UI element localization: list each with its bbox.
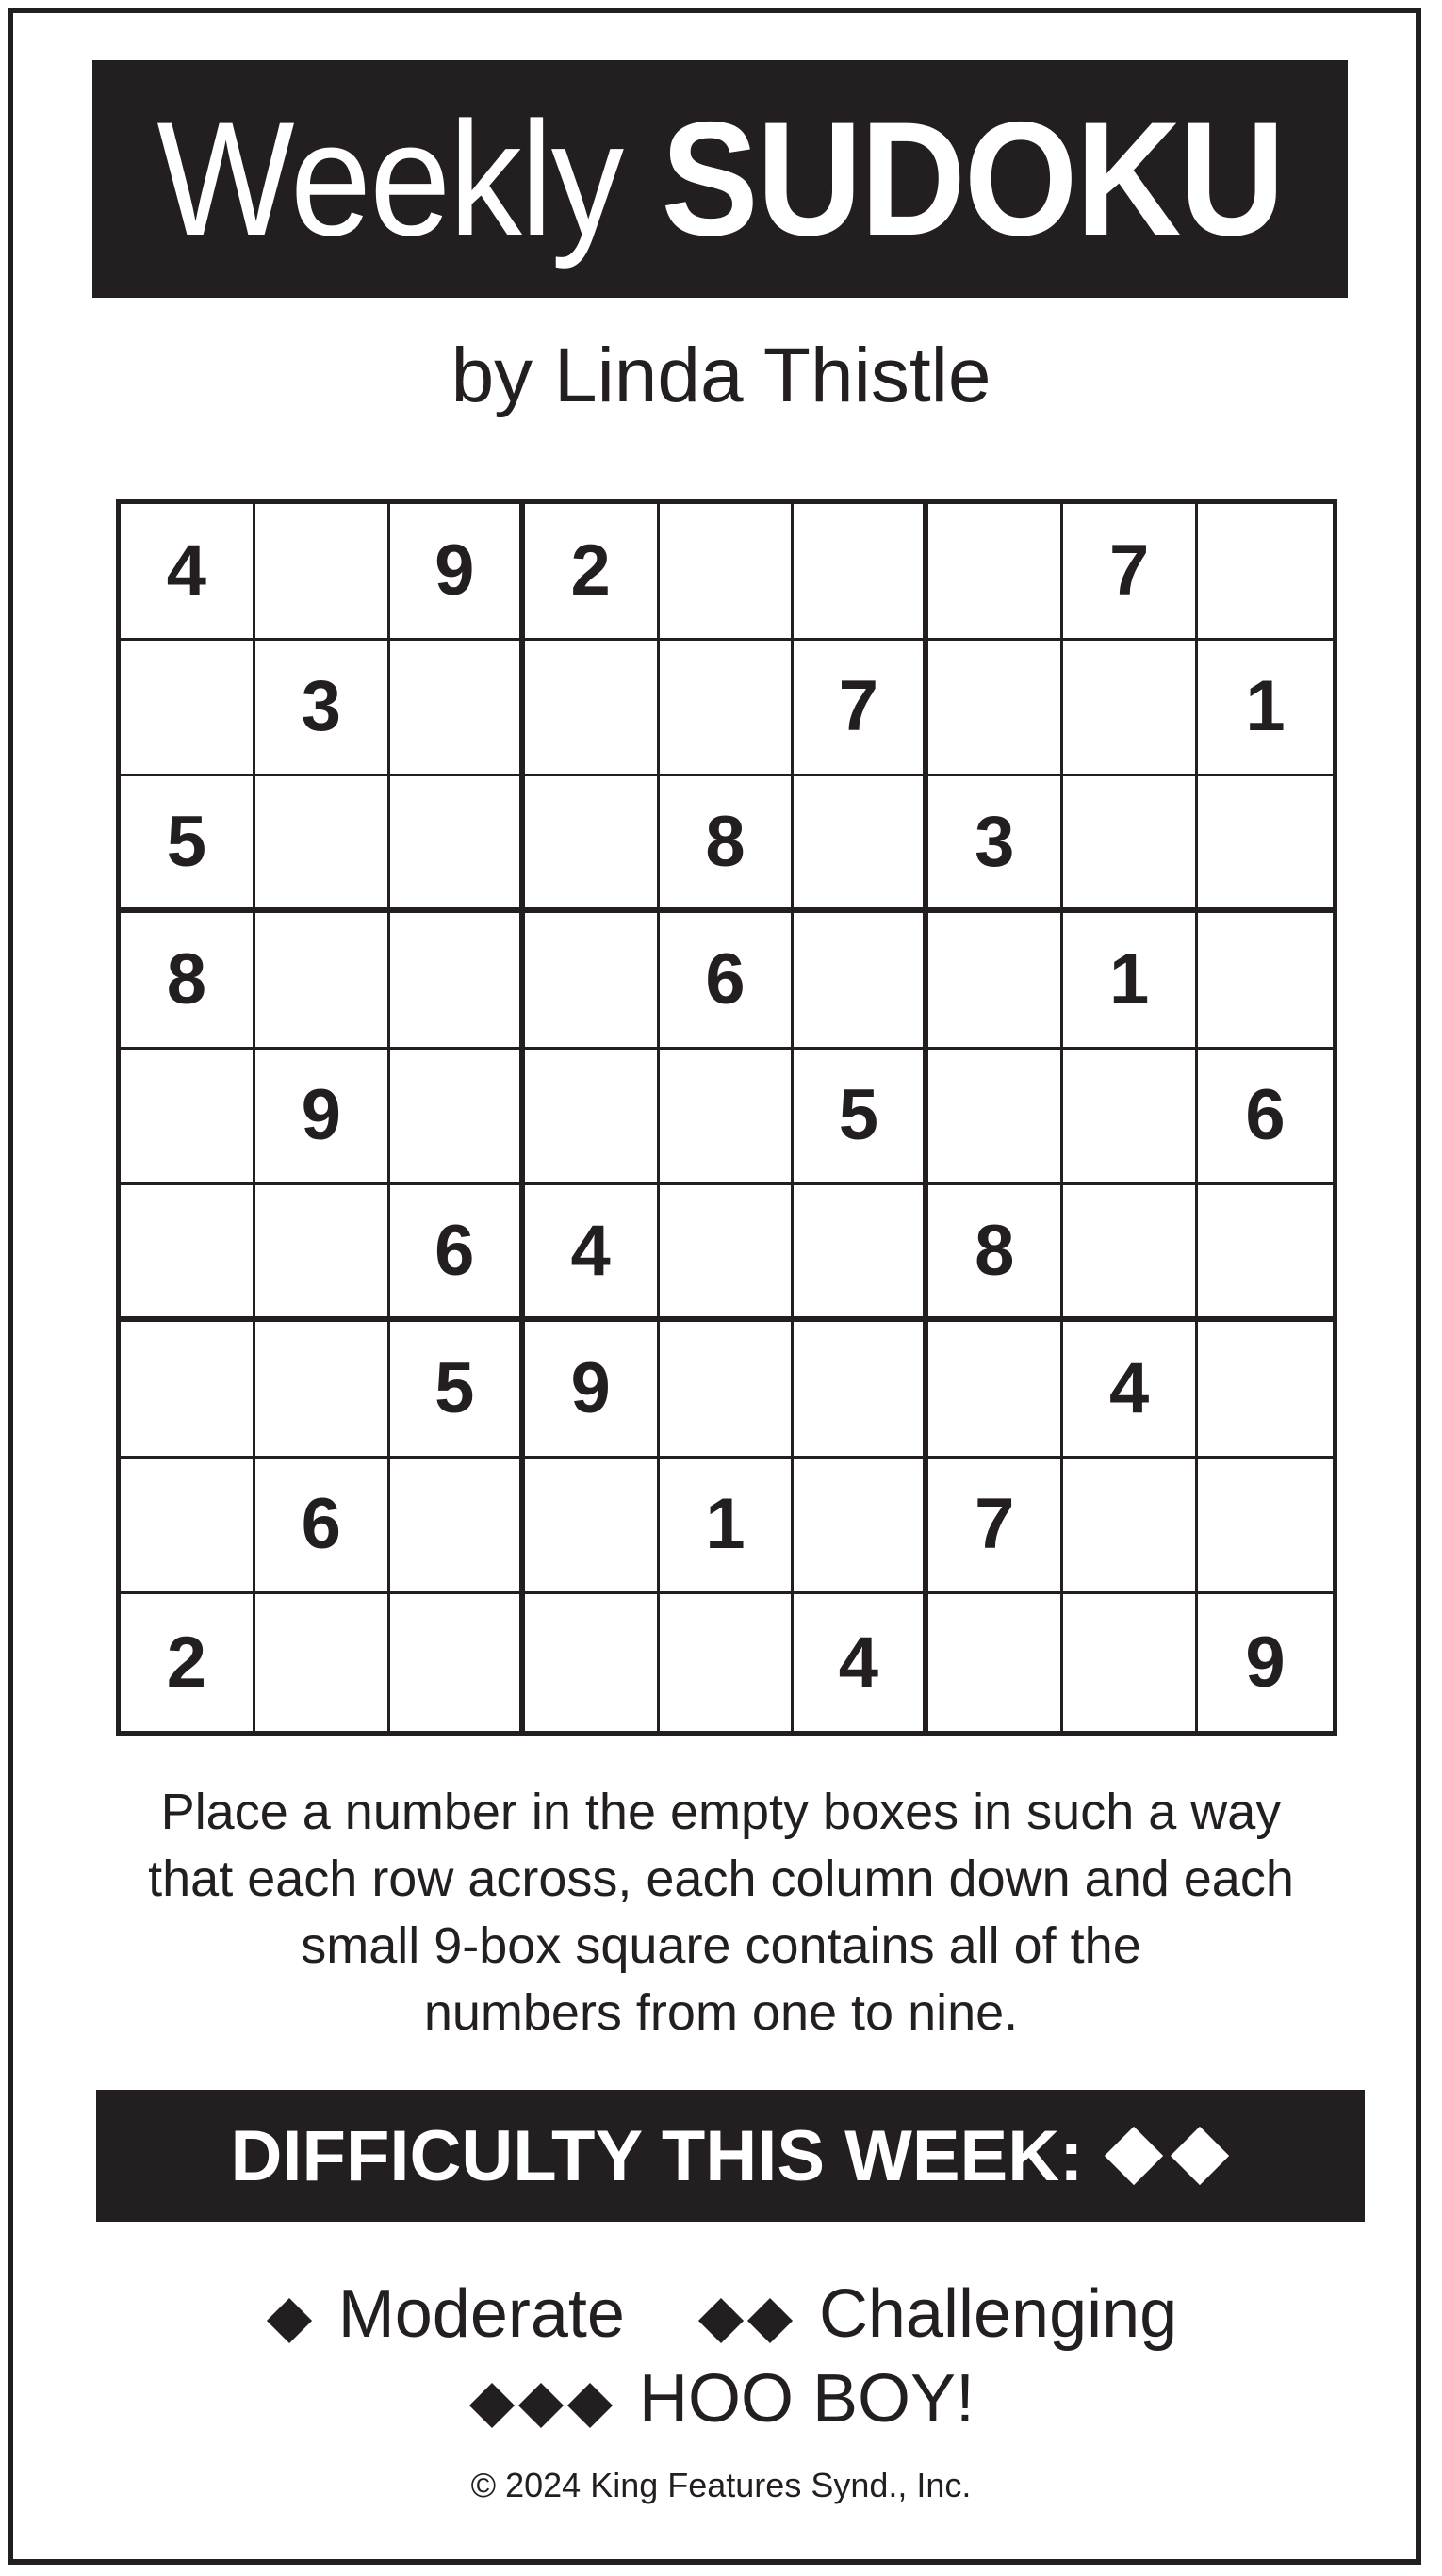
sudoku-cell[interactable]: 4 bbox=[525, 1185, 660, 1322]
sudoku-cell[interactable] bbox=[525, 1459, 660, 1595]
legend-diamonds bbox=[467, 2365, 614, 2433]
sudoku-cell[interactable] bbox=[794, 1185, 928, 1322]
sudoku-cell[interactable] bbox=[390, 1050, 525, 1186]
sudoku-cell[interactable]: 9 bbox=[525, 1322, 660, 1459]
sudoku-cell[interactable] bbox=[525, 641, 660, 777]
sudoku-cell[interactable] bbox=[928, 1594, 1063, 1731]
diamond-icon bbox=[698, 2298, 744, 2343]
sudoku-cell[interactable]: 4 bbox=[121, 504, 255, 641]
sudoku-cell[interactable] bbox=[928, 504, 1063, 641]
sudoku-cell[interactable] bbox=[525, 1594, 660, 1731]
sudoku-cell[interactable] bbox=[794, 1322, 928, 1459]
sudoku-cell[interactable]: 5 bbox=[390, 1322, 525, 1459]
sudoku-cell[interactable] bbox=[255, 1322, 390, 1459]
legend-diamonds bbox=[265, 2280, 314, 2348]
sudoku-cell[interactable]: 9 bbox=[255, 1050, 390, 1186]
sudoku-cell[interactable] bbox=[121, 641, 255, 777]
sudoku-cell[interactable]: 3 bbox=[928, 776, 1063, 913]
sudoku-cell[interactable] bbox=[660, 1594, 795, 1731]
sudoku-cell[interactable] bbox=[1198, 504, 1333, 641]
sudoku-cell[interactable]: 5 bbox=[121, 776, 255, 913]
instructions-line: numbers from one to nine. bbox=[423, 1984, 1019, 2041]
sudoku-cell[interactable] bbox=[1198, 1322, 1333, 1459]
sudoku-cell[interactable] bbox=[390, 776, 525, 913]
sudoku-cell[interactable] bbox=[390, 1459, 525, 1595]
diamond-icon bbox=[567, 2383, 613, 2428]
sudoku-cell[interactable]: 8 bbox=[928, 1185, 1063, 1322]
sudoku-cell[interactable]: 2 bbox=[121, 1594, 255, 1731]
sudoku-cell[interactable] bbox=[1198, 776, 1333, 913]
sudoku-cell[interactable]: 3 bbox=[255, 641, 390, 777]
sudoku-cell[interactable]: 5 bbox=[794, 1050, 928, 1186]
sudoku-cell[interactable] bbox=[928, 913, 1063, 1050]
sudoku-cell[interactable]: 4 bbox=[794, 1594, 928, 1731]
legend-diamonds bbox=[696, 2280, 795, 2348]
legend-label: HOO BOY! bbox=[638, 2361, 975, 2437]
sudoku-cell[interactable] bbox=[1063, 641, 1198, 777]
sudoku-cell[interactable] bbox=[121, 1459, 255, 1595]
sudoku-cell[interactable] bbox=[1198, 1185, 1333, 1322]
diamond-icon bbox=[1105, 2127, 1163, 2185]
sudoku-cell[interactable] bbox=[660, 1322, 795, 1459]
sudoku-cell[interactable] bbox=[525, 1050, 660, 1186]
difficulty-legend-row bbox=[0, 2361, 1442, 2437]
instructions bbox=[75, 1779, 1367, 2046]
sudoku-cell[interactable] bbox=[660, 504, 795, 641]
sudoku-cell[interactable] bbox=[928, 1322, 1063, 1459]
sudoku-cell[interactable] bbox=[121, 1050, 255, 1186]
sudoku-cell[interactable] bbox=[255, 1594, 390, 1731]
diamond-icon bbox=[267, 2298, 312, 2343]
page-title bbox=[156, 89, 1284, 269]
difficulty-legend-row bbox=[0, 2276, 1442, 2352]
sudoku-cell[interactable] bbox=[794, 776, 928, 913]
sudoku-cell[interactable] bbox=[928, 1050, 1063, 1186]
instructions-line: Place a number in the empty boxes in such a way bbox=[160, 1784, 1282, 1840]
sudoku-cell[interactable]: 9 bbox=[1245, 1622, 1286, 1703]
sudoku-cell[interactable]: 6 bbox=[660, 913, 795, 1050]
sudoku-cell[interactable]: 1 bbox=[660, 1459, 795, 1595]
sudoku-cell[interactable]: 6 bbox=[255, 1459, 390, 1595]
legend-item-challenging bbox=[696, 2276, 1178, 2352]
sudoku-cell[interactable] bbox=[121, 1322, 255, 1459]
instructions-line: that each row across, each column down and each bbox=[148, 1850, 1294, 1907]
copyright-notice: © 2024 King Features Synd., Inc. bbox=[470, 2466, 972, 2504]
sudoku-cell[interactable]: 1 bbox=[1063, 913, 1198, 1050]
sudoku-cell[interactable] bbox=[928, 641, 1063, 777]
legend-label: Challenging bbox=[818, 2276, 1178, 2352]
sudoku-cell[interactable]: 7 bbox=[794, 641, 928, 777]
sudoku-cell[interactable]: 6 bbox=[390, 1185, 525, 1322]
diamond-icon bbox=[747, 2298, 793, 2343]
sudoku-cell[interactable]: 9 bbox=[390, 504, 525, 641]
sudoku-cell[interactable] bbox=[794, 1459, 928, 1595]
sudoku-cell[interactable] bbox=[1063, 1594, 1198, 1731]
sudoku-cell[interactable] bbox=[660, 1050, 795, 1186]
difficulty-banner bbox=[96, 2090, 1365, 2222]
sudoku-cell[interactable] bbox=[390, 1594, 525, 1731]
sudoku-cell[interactable] bbox=[525, 913, 660, 1050]
title-banner bbox=[92, 60, 1348, 298]
sudoku-cell[interactable] bbox=[255, 504, 390, 641]
sudoku-cell[interactable]: 8 bbox=[660, 776, 795, 913]
sudoku-cell[interactable] bbox=[255, 1185, 390, 1322]
sudoku-cell[interactable] bbox=[1198, 913, 1333, 1050]
sudoku-grid bbox=[116, 499, 1337, 1736]
sudoku-cell[interactable] bbox=[1063, 1459, 1198, 1595]
sudoku-cell[interactable] bbox=[525, 776, 660, 913]
legend-label: Moderate bbox=[337, 2276, 625, 2352]
sudoku-cell[interactable]: 7 bbox=[928, 1459, 1063, 1595]
sudoku-cell[interactable]: 6 bbox=[1198, 1050, 1333, 1186]
instructions-line: small 9-box square contains all of the bbox=[301, 1917, 1141, 1974]
sudoku-cell[interactable] bbox=[1198, 1459, 1333, 1595]
title-weekly: Weekly bbox=[156, 89, 623, 269]
legend-item-moderate bbox=[265, 2276, 625, 2352]
sudoku-cell[interactable]: 7 bbox=[1063, 504, 1198, 641]
sudoku-cell[interactable] bbox=[660, 641, 795, 777]
sudoku-cell[interactable] bbox=[390, 641, 525, 777]
sudoku-cell[interactable] bbox=[1063, 1185, 1198, 1322]
sudoku-cell[interactable] bbox=[660, 1185, 795, 1322]
sudoku-cell[interactable] bbox=[794, 913, 928, 1050]
sudoku-cell[interactable]: 8 bbox=[121, 913, 255, 1050]
difficulty-label: DIFFICULTY THIS WEEK: bbox=[230, 2115, 1084, 2196]
sudoku-cell[interactable] bbox=[794, 504, 928, 641]
sudoku-cell[interactable] bbox=[390, 913, 525, 1050]
author-byline: by Linda Thistle bbox=[451, 333, 991, 418]
sudoku-cell[interactable]: 1 bbox=[1198, 641, 1333, 777]
legend-item-hoo-boy bbox=[467, 2361, 975, 2437]
title-sudoku: SUDOKU bbox=[661, 89, 1284, 269]
diamond-icon bbox=[469, 2383, 515, 2428]
sudoku-cell[interactable]: 2 bbox=[525, 504, 660, 641]
sudoku-cell[interactable] bbox=[121, 1185, 255, 1322]
diamond-icon bbox=[1171, 2127, 1229, 2185]
sudoku-cell[interactable] bbox=[1063, 776, 1198, 913]
sudoku-cell[interactable]: 4 bbox=[1063, 1322, 1198, 1459]
sudoku-cell[interactable] bbox=[255, 776, 390, 913]
sudoku-cell[interactable] bbox=[1063, 1050, 1198, 1186]
sudoku-cell[interactable] bbox=[255, 913, 390, 1050]
diamond-icon bbox=[518, 2383, 564, 2428]
difficulty-rating bbox=[1104, 2135, 1230, 2177]
